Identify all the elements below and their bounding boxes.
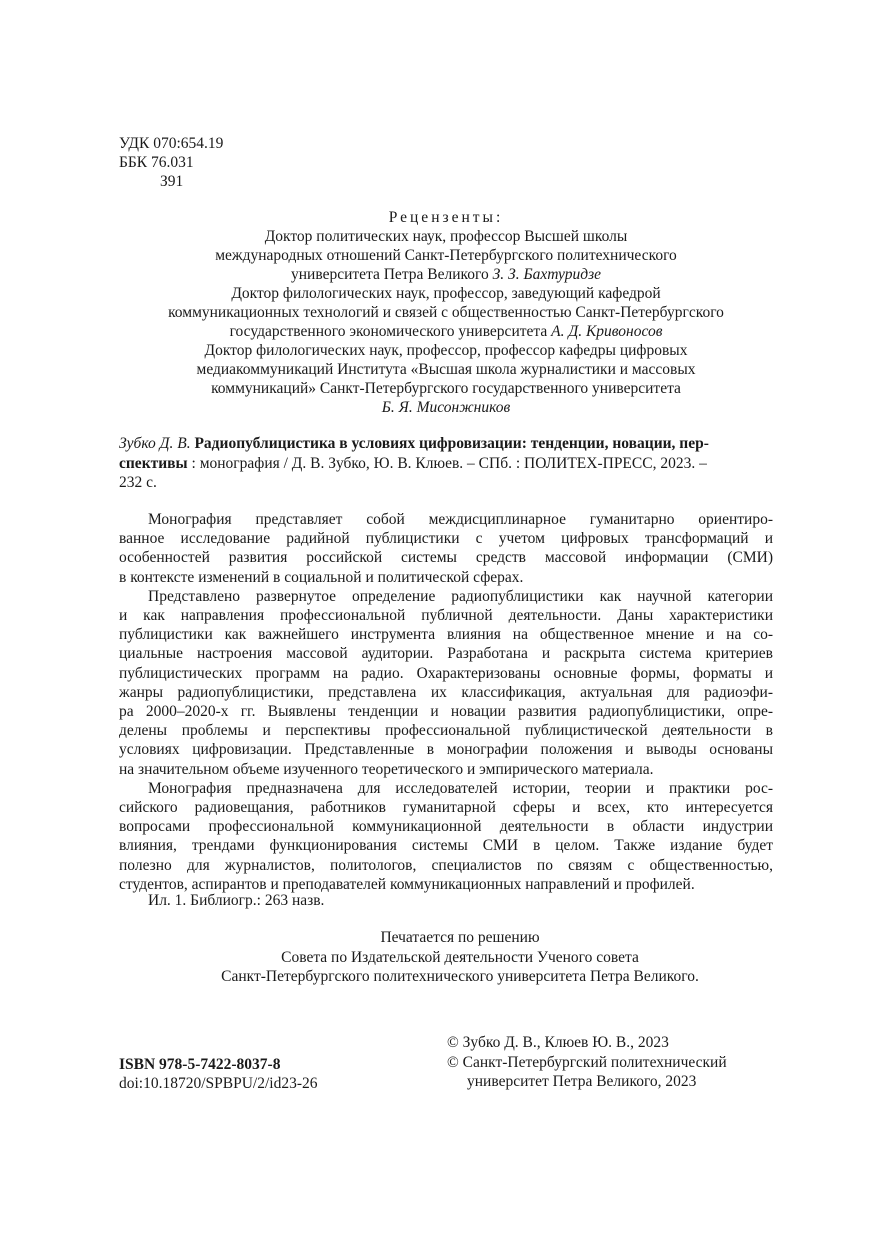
- reviewers-heading: Рецензенты:: [388, 209, 504, 226]
- abstract-line: публицистики как важнейшего инструмента влияния на общественное мнение и на со-: [119, 626, 773, 644]
- reviewer-1-line-3: [100, 265, 792, 284]
- reviewer-2-name: А. Д. Кривоносов: [551, 323, 663, 340]
- reviewer-3-line-3: коммуникаций» Санкт-Петербургского государственного университета: [211, 380, 681, 397]
- doi: doi:10.18720/SPBPU/2/id23-26: [119, 1075, 318, 1092]
- abstract: [119, 510, 773, 894]
- approval-line-1: Печатается по решению: [380, 929, 540, 946]
- approval-line-2: Совета по Издательской деятельности Ученого совета: [281, 948, 639, 966]
- reviewer-2-line-1: Доктор филологических наук, профессор, заведующий кафедрой: [231, 285, 661, 302]
- reviewer-2-line-3: [100, 322, 792, 341]
- abstract-line: особенностей развития российской системы средств массовой информации (СМИ): [119, 549, 773, 567]
- copyright-block: [447, 1033, 727, 1092]
- reviewer-2-line-2: коммуникационных технологий и связей с общественностью Санкт-Петербургского: [168, 304, 724, 321]
- abstract-line: делены проблемы и перспективы профессиональной публицистической деятельности в: [119, 722, 773, 740]
- biblio-line-2: [119, 454, 773, 474]
- biblio-line-1: [119, 434, 773, 454]
- abstract-paragraph-2: [119, 587, 773, 779]
- abstract-line: и как направления профессиональной публичной деятельности. Даны характеристики: [119, 607, 773, 625]
- reviewer-2-affiliation: государственного экономического университета: [229, 323, 552, 340]
- abstract-line: полезно для журналистов, политологов, специалистов по связям с общественностью,: [119, 856, 773, 874]
- abstract-line: условиях цифровизации. Представленные в монографии положения и выводы основаны: [119, 741, 773, 759]
- author-sign: З91: [160, 173, 184, 190]
- biblio-pages: 232 с.: [119, 474, 157, 491]
- abstract-line: Представлено развернутое определение радиопублицистики как научной категории: [148, 587, 773, 605]
- copyright-line-1: © Зубко Д. В., Клюев Ю. В., 2023: [447, 1034, 669, 1051]
- approval-line-3: Санкт-Петербургского политехнического университета Петра Великого.: [221, 968, 699, 985]
- abstract-line: студентов, аспирантов и преподавателей коммуникационных направлений и профилей.: [119, 875, 695, 893]
- reviewer-3-name: Б. Я. Мисонжников: [381, 399, 511, 416]
- abstract-line: циальные настроения массовой аудитории. Разработана и раскрыта система критериев: [119, 645, 773, 663]
- bibliographic-record: [119, 434, 773, 493]
- abstract-line: на значительном объеме изученного теоретического и эмпирического материала.: [119, 760, 654, 778]
- udk-code: УДК 070:654.19: [119, 135, 224, 152]
- classification-codes: [119, 134, 223, 191]
- abstract-paragraph-1: [119, 510, 773, 587]
- abstract-line: сийского радиовещания, работников гуманитарной сферы и всех, кто интересуется: [119, 799, 773, 817]
- abstract-line: в контексте изменений в социальной и политической сферах.: [119, 568, 524, 586]
- reviewer-1-affiliation: университета Петра Великого: [291, 266, 493, 283]
- abstract-line: влияния, трендами функционирования системы СМИ в целом. Также издание будет: [119, 837, 773, 855]
- bbk-code: ББК 76.031: [119, 154, 194, 171]
- reviewer-1-line-1: Доктор политических наук, профессор Высшей школы: [264, 228, 628, 245]
- biblio-title-part-1: Радиопублицистика в условиях цифровизации: тенденции, новации, пер-: [194, 435, 709, 452]
- isbn-number: ISBN 978-5-7422-8037-8: [119, 1056, 281, 1073]
- biblio-author: Зубко Д. В.: [119, 435, 191, 452]
- isbn-block: [119, 1055, 318, 1093]
- abstract-line: Монография предназначена для исследователей истории, теории и практики рос-: [148, 779, 773, 797]
- abstract-line: ванное исследование радийной публицистики с учетом цифровых трансформаций и: [119, 530, 773, 548]
- abstract-line: жанры радиопублицистики, представлена их классификация, актуальная для радиоэфи-: [119, 683, 773, 701]
- biblio-title-part-2: спективы: [119, 454, 188, 472]
- publication-approval: [100, 928, 820, 987]
- reviewers-block: [100, 208, 792, 417]
- biblio-imprint: : монография / Д. В. Зубко, Ю. В. Клюев. – СПб. : ПОЛИТЕХ-ПРЕСС, 2023. –: [187, 454, 707, 472]
- copyright-line-3: университет Петра Великого, 2023: [467, 1073, 697, 1090]
- reviewer-1-line-2: международных отношений Санкт-Петербургского политехнического: [215, 247, 677, 264]
- reviewer-3-line-2: медиакоммуникаций Института «Высшая школа журналистики и массовых: [196, 361, 696, 378]
- illustrations-bibliography-count: Ил. 1. Библиогр.: 263 назв.: [148, 892, 325, 909]
- reviewer-3-line-1: Доктор филологических наук, профессор, профессор кафедры цифровых: [204, 342, 688, 359]
- abstract-paragraph-3: [119, 779, 773, 894]
- abstract-line: Монография представляет собой междисциплинарное гуманитарно ориентиро-: [148, 511, 773, 528]
- reviewer-1-name: З. З. Бахтуридзе: [492, 266, 601, 283]
- abstract-line: публицистических программ на радио. Охарактеризованы основные формы, форматы и: [119, 664, 773, 682]
- abstract-line: вопросами профессиональной коммуникационной деятельности в области индустрии: [119, 818, 773, 836]
- abstract-line: ра 2000–2020-х гг. Выявлены тенденции и новации развития радиопублицистики, опре-: [119, 703, 773, 721]
- copyright-line-2: © Санкт-Петербургский политехнический: [447, 1053, 727, 1071]
